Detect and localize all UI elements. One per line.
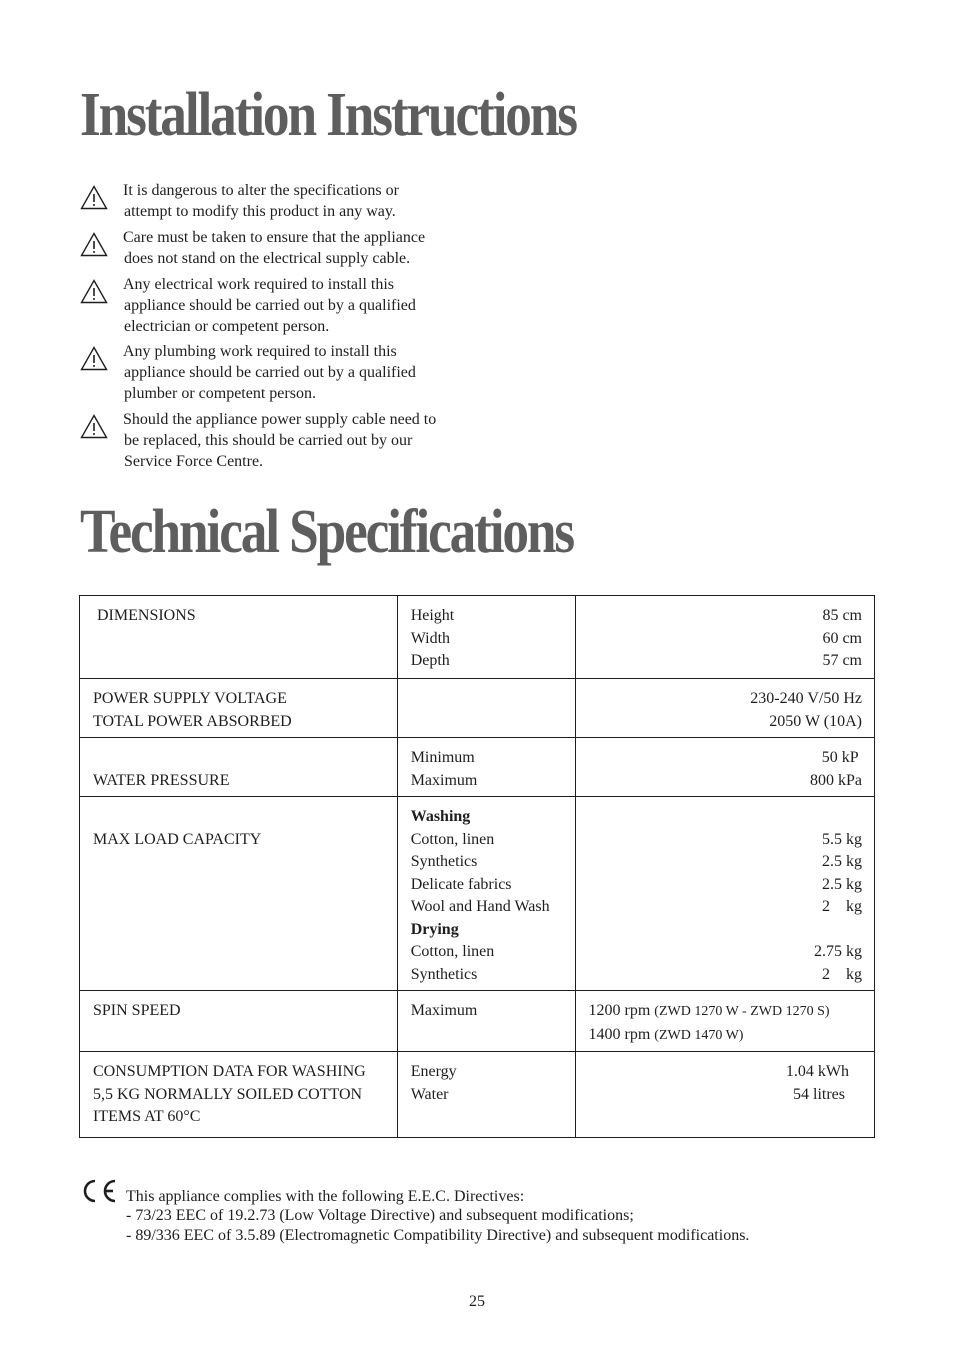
- spec-value: 54 litres: [793, 1085, 849, 1103]
- spec-value: 2.75 kg: [814, 943, 862, 960]
- spec-value: [589, 806, 863, 829]
- spec-value: 85 cm: [822, 607, 862, 624]
- ce-mark-icon: [82, 1178, 118, 1204]
- spec-label: DIMENSIONS: [93, 607, 196, 624]
- spec-row: [80, 797, 875, 991]
- spec-label-cell: [80, 738, 398, 797]
- warning-line: Care must be taken to ensure that the appliance: [123, 229, 426, 246]
- spec-label: ITEMS AT 60°C: [93, 1108, 201, 1125]
- spec-value: 800 kPa: [810, 771, 862, 789]
- spec-parameter: Maximum: [410, 771, 478, 789]
- spec-label: SPIN SPEED: [93, 1002, 181, 1019]
- warning-line: Should the appliance power supply cable need to: [123, 411, 437, 428]
- spec-label-cell: [80, 596, 398, 679]
- spec-row: [80, 679, 875, 738]
- compliance-intro: This appliance complies with the following E.E.C. Directives:: [126, 1188, 525, 1205]
- spec-parameter: Drying: [410, 920, 459, 938]
- spec-parameter-cell: [397, 1052, 575, 1138]
- spec-value-cell: [575, 738, 875, 797]
- spec-value: 2 kg: [822, 898, 862, 915]
- spec-parameter: Synthetics: [410, 965, 478, 983]
- specifications-table: [79, 595, 875, 1138]
- spec-value: 50 kP: [821, 749, 862, 766]
- spec-parameter: Washing: [410, 808, 471, 825]
- spec-label: POWER SUPPLY VOLTAGE: [93, 690, 287, 707]
- spec-parameter: Width: [410, 629, 451, 647]
- warning-triangle-icon: [80, 232, 108, 257]
- spec-parameter: Depth: [410, 652, 450, 669]
- spec-label: MAX LOAD CAPACITY: [93, 830, 262, 848]
- spec-row: [80, 596, 875, 679]
- warning-text: [123, 275, 503, 337]
- warning-line: appliance should be carried out by a qualified: [124, 363, 416, 381]
- warning-triangle-icon: [80, 185, 108, 210]
- spec-label: 5,5 KG NORMALLY SOILED COTTON: [93, 1085, 363, 1103]
- spec-label: [93, 747, 384, 770]
- spec-value: [589, 919, 863, 942]
- spec-parameter-cell: [397, 797, 575, 991]
- warning-text: [123, 228, 503, 270]
- compliance-directive: - 73/23 EEC of 19.2.73 (Low Voltage Directive) and subsequent modifications;: [126, 1207, 634, 1225]
- spin-speed-models: (ZWD 1470 W): [654, 1027, 744, 1043]
- warning-text: [123, 410, 503, 472]
- spec-value: 2.5 kg: [822, 875, 862, 893]
- spec-value: 57 cm: [822, 652, 862, 669]
- spec-value-cell: [575, 1052, 875, 1138]
- spec-parameter-cell: [397, 596, 575, 679]
- warning-triangle-icon: [80, 414, 108, 439]
- installation-title: Installation Instructions: [80, 81, 576, 149]
- spec-parameter: Energy: [410, 1063, 457, 1080]
- compliance-directive: - 89/336 EEC of 3.5.89 (Electromagnetic Compatibility Directive) and subsequent modifications.: [126, 1226, 750, 1244]
- spec-row: [80, 1052, 875, 1138]
- spec-parameter: Water: [410, 1085, 449, 1103]
- spec-parameter-cell: [397, 738, 575, 797]
- warning-line: be replaced, this should be carried out by our: [124, 431, 413, 449]
- spec-value: 2.5 kg: [822, 853, 862, 870]
- spec-parameter-cell: [397, 991, 575, 1052]
- spec-parameter: Maximum: [410, 1002, 478, 1019]
- spec-label: [93, 806, 384, 829]
- spec-value: 5.5 kg: [822, 830, 862, 848]
- spec-value: 60 cm: [822, 629, 862, 647]
- warning-line: Any electrical work required to install this: [123, 276, 395, 293]
- spin-speed-rpm: 1400 rpm: [588, 1025, 651, 1043]
- spec-label-cell: [80, 797, 398, 991]
- spec-label: WATER PRESSURE: [93, 771, 230, 789]
- spec-label: CONSUMPTION DATA FOR WASHING: [93, 1063, 366, 1080]
- spec-label-cell: [80, 679, 398, 738]
- spec-parameter: Synthetics: [410, 853, 478, 870]
- spec-parameter: Delicate fabrics: [410, 875, 512, 893]
- spin-speed-value: [589, 1000, 862, 1024]
- warning-line: electrician or competent person.: [124, 317, 330, 335]
- warning-line: Any plumbing work required to install this: [123, 343, 397, 360]
- spec-label: TOTAL POWER ABSORBED: [93, 712, 292, 730]
- spec-value: 2 kg: [822, 965, 862, 983]
- spec-value-cell: [575, 596, 875, 679]
- warning-triangle-icon: [80, 279, 108, 304]
- spec-label-cell: [80, 991, 398, 1052]
- warning-text: [123, 181, 503, 223]
- warning-text: [123, 342, 503, 404]
- spec-parameter: Height: [410, 607, 455, 624]
- spec-parameter-cell: [397, 679, 575, 738]
- spec-row: [80, 738, 875, 797]
- spec-value: 2050 W (10A): [769, 712, 862, 730]
- technical-specifications-title: Technical Specifications: [80, 498, 573, 566]
- warning-triangle-icon: [80, 346, 108, 371]
- warning-line: attempt to modify this product in any way.: [124, 202, 396, 220]
- spin-speed-rpm: 1200 rpm: [588, 1002, 651, 1019]
- spec-parameter: Minimum: [410, 749, 475, 766]
- warning-line: does not stand on the electrical supply cable.: [124, 249, 411, 267]
- spin-speed-models: (ZWD 1270 W - ZWD 1270 S): [654, 1004, 830, 1019]
- warning-line: It is dangerous to alter the specifications or: [123, 182, 399, 199]
- spin-speed-value: [589, 1024, 862, 1048]
- warning-line: plumber or competent person.: [124, 384, 316, 402]
- spec-parameter: Cotton, linen: [410, 943, 495, 960]
- page-number: 25: [469, 1293, 485, 1310]
- compliance-statement: [126, 1187, 749, 1245]
- spec-value-cell: [575, 797, 875, 991]
- spec-value: 1.04 kWh: [785, 1063, 849, 1080]
- spec-value-cell: [575, 679, 875, 738]
- spec-parameter: Wool and Hand Wash: [410, 898, 550, 915]
- spec-value: 230-240 V/50 Hz: [750, 690, 862, 707]
- warning-line: appliance should be carried out by a qualified: [124, 296, 416, 314]
- spec-value-cell: [575, 991, 875, 1052]
- spec-row: [80, 991, 875, 1052]
- warning-line: Service Force Centre.: [124, 452, 264, 470]
- spec-parameter: Cotton, linen: [410, 830, 495, 848]
- spec-label-cell: [80, 1052, 398, 1138]
